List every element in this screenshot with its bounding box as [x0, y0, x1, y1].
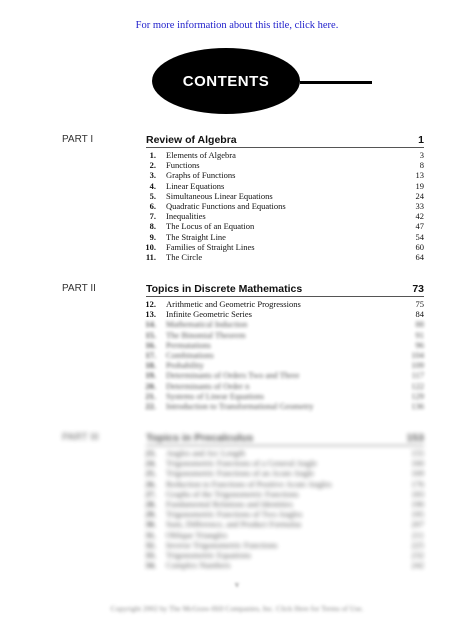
- part-rule: [146, 147, 424, 148]
- chapter-entry[interactable]: [0, 519, 474, 529]
- chapter-page: 136: [411, 400, 424, 411]
- chapter-title: Elements of Algebra: [166, 150, 236, 160]
- chapter-page: 3: [419, 150, 424, 160]
- part-rule: [146, 445, 424, 446]
- chapter-title: Sum, Difference, and Product Formulas: [166, 519, 302, 530]
- chapter-entry[interactable]: [0, 458, 474, 468]
- chapter-entry[interactable]: [0, 401, 474, 411]
- chapter-page: 122: [411, 380, 424, 391]
- chapter-number: 8.: [149, 221, 156, 232]
- chapter-number: 21.: [145, 390, 156, 401]
- chapter-entry[interactable]: [0, 221, 474, 231]
- chapter-entry[interactable]: [0, 330, 474, 340]
- chapter-title: The Binomial Theorem: [166, 329, 246, 340]
- chapter-list: [0, 448, 474, 570]
- chapter-page: 84: [415, 309, 424, 320]
- chapter-page: 232: [411, 549, 424, 560]
- chapter-page: 19: [415, 180, 424, 191]
- chapter-number: 17.: [145, 349, 156, 360]
- part-title[interactable]: Review of Algebra: [146, 134, 237, 146]
- chapter-entry[interactable]: [0, 448, 474, 458]
- chapter-title: Angles and Arc Length: [166, 448, 246, 458]
- chapter-number: 19.: [145, 370, 156, 381]
- chapter-number: 31.: [145, 529, 156, 540]
- chapter-number: 6.: [149, 200, 156, 211]
- chapter-number: 11.: [145, 251, 156, 262]
- chapter-entry[interactable]: [0, 468, 474, 478]
- chapter-page: 211: [411, 529, 424, 540]
- chapter-entry[interactable]: [0, 340, 474, 350]
- chapter-page: 64: [415, 251, 424, 262]
- chapter-page: 42: [415, 211, 424, 222]
- chapter-title: The Straight Line: [166, 231, 226, 242]
- chapter-title: Systems of Linear Equations: [166, 390, 264, 401]
- chapter-title: Graphs of Functions: [166, 170, 236, 181]
- chapter-number: 15.: [145, 329, 156, 340]
- chapter-entry[interactable]: [0, 211, 474, 221]
- chapter-number: 33.: [145, 549, 156, 560]
- chapter-page: 75: [415, 299, 424, 309]
- chapter-page: 155: [411, 448, 424, 458]
- chapter-page: 47: [415, 221, 424, 232]
- chapter-number: 26.: [145, 478, 156, 489]
- chapter-number: 1.: [149, 150, 156, 160]
- chapter-title: Trigonometric Functions of an Acute Angle: [166, 468, 315, 479]
- part-title[interactable]: Topics in Precalculus: [146, 432, 254, 444]
- chapter-entry[interactable]: [0, 360, 474, 370]
- chapter-number: 20.: [145, 380, 156, 391]
- chapter-title: Families of Straight Lines: [166, 241, 255, 252]
- chapter-number: 12.: [145, 299, 156, 309]
- chapter-page: 195: [411, 509, 424, 520]
- chapter-number: 10.: [145, 241, 156, 252]
- chapter-number: 4.: [149, 180, 156, 191]
- chapter-entry[interactable]: [0, 479, 474, 489]
- chapter-title: Probability: [166, 360, 204, 371]
- chapter-entry[interactable]: [0, 560, 474, 570]
- chapter-entry[interactable]: [0, 540, 474, 550]
- chapter-entry[interactable]: [0, 391, 474, 401]
- chapter-page: 88: [415, 319, 424, 330]
- chapter-number: 13.: [145, 309, 156, 320]
- chapter-title: Trigonometric Equations: [166, 549, 251, 560]
- chapter-entry[interactable]: [0, 252, 474, 262]
- chapter-entry[interactable]: [0, 150, 474, 160]
- chapter-page: 104: [411, 349, 424, 360]
- chapter-page: 207: [411, 519, 424, 530]
- chapter-title: Quadratic Functions and Equations: [166, 200, 286, 211]
- chapter-page: 33: [415, 200, 424, 211]
- chapter-list: [0, 299, 474, 411]
- chapter-title: Linear Equations: [166, 180, 225, 191]
- part-label: PART I: [62, 134, 94, 145]
- chapter-page: 91: [415, 329, 424, 340]
- contents-heading-oval: [152, 48, 300, 114]
- chapter-page: 54: [415, 231, 424, 242]
- chapter-title: Mathematical Induction: [166, 319, 248, 330]
- part-label: PART III: [62, 432, 99, 443]
- chapter-number: 24.: [145, 458, 156, 469]
- part-page: 153: [406, 432, 424, 444]
- copyright-footer[interactable]: Copyright 2002 by The McGraw-Hill Companies, Inc. Click Here for Terms of Use.: [110, 604, 364, 613]
- chapter-page: 24: [415, 190, 424, 201]
- chapter-title: Inequalities: [166, 211, 206, 222]
- part-page: 73: [412, 283, 424, 295]
- chapter-entry[interactable]: [0, 181, 474, 191]
- page-number: v: [235, 580, 239, 589]
- chapter-number: 23.: [145, 448, 156, 458]
- part-title[interactable]: Topics in Discrete Mathematics: [146, 283, 303, 295]
- chapter-title: Simultaneous Linear Equations: [166, 190, 273, 201]
- chapter-title: Reduction to Functions of Positive Acute Angles: [166, 478, 332, 489]
- chapter-number: 18.: [145, 360, 156, 371]
- chapter-page: 8: [419, 160, 424, 171]
- chapter-page: 190: [411, 498, 424, 509]
- chapter-title: Functions: [166, 160, 200, 171]
- contents-title: CONTENTS: [182, 72, 270, 90]
- chapter-title: Determinants of Orders Two and Three: [166, 370, 300, 381]
- more-info-link[interactable]: For more information about this title, click here.: [135, 20, 339, 31]
- chapter-title: Complex Numbers: [166, 560, 231, 571]
- chapter-entry[interactable]: [0, 509, 474, 519]
- chapter-page: 169: [411, 468, 424, 479]
- chapter-number: 9.: [149, 231, 156, 242]
- chapter-number: 22.: [145, 400, 156, 411]
- chapter-title: Fundamental Relations and Identities: [166, 498, 293, 509]
- chapter-page: 225: [411, 539, 424, 550]
- chapter-entry[interactable]: [0, 319, 474, 329]
- chapter-title: Permutations: [166, 339, 211, 350]
- chapter-number: 30.: [145, 519, 156, 530]
- chapter-entry[interactable]: [0, 370, 474, 380]
- contents-rule: [300, 81, 372, 84]
- chapter-number: 27.: [145, 488, 156, 499]
- chapter-entry[interactable]: [0, 550, 474, 560]
- chapter-title: Graphs of the Trigonometric Functions: [166, 488, 299, 499]
- chapter-entry[interactable]: [0, 499, 474, 509]
- chapter-number: 28.: [145, 498, 156, 509]
- part-label: PART II: [62, 283, 96, 294]
- chapter-title: Introduction to Transformational Geometry: [166, 400, 314, 411]
- chapter-number: 3.: [149, 170, 156, 181]
- chapter-entry[interactable]: [0, 160, 474, 170]
- chapter-entry[interactable]: [0, 242, 474, 252]
- chapter-title: Arithmetic and Geometric Progressions: [166, 299, 301, 309]
- chapter-title: The Locus of an Equation: [166, 221, 255, 232]
- chapter-page: 176: [411, 478, 424, 489]
- chapter-entry[interactable]: [0, 232, 474, 242]
- chapter-title: Combinations: [166, 349, 214, 360]
- chapter-page: 13: [415, 170, 424, 181]
- chapter-page: 160: [411, 458, 424, 469]
- chapter-page: 109: [411, 360, 424, 371]
- part-page: 1: [418, 134, 424, 146]
- chapter-number: 5.: [149, 190, 156, 201]
- chapter-number: 7.: [149, 211, 156, 222]
- chapter-title: The Circle: [166, 251, 203, 262]
- chapter-number: 16.: [145, 339, 156, 350]
- chapter-entry[interactable]: [0, 381, 474, 391]
- chapter-title: Inverse Trigonometric Functions: [166, 539, 278, 550]
- chapter-title: Determinants of Order n: [166, 380, 250, 391]
- chapter-title: Trigonometric Functions of a General Angle: [166, 458, 318, 469]
- chapter-page: 242: [411, 560, 424, 571]
- chapter-page: 129: [411, 390, 424, 401]
- chapter-number: 29.: [145, 509, 156, 520]
- chapter-entry[interactable]: [0, 170, 474, 180]
- chapter-page: 117: [411, 370, 424, 381]
- chapter-title: Oblique Triangles: [166, 529, 228, 540]
- chapter-page: 96: [415, 339, 424, 350]
- chapter-number: 2.: [149, 160, 156, 171]
- chapter-number: 34.: [145, 560, 156, 571]
- chapter-title: Trigonometric Functions of Two Angles: [166, 509, 303, 520]
- chapter-entry[interactable]: [0, 299, 474, 309]
- chapter-page: 183: [411, 488, 424, 499]
- chapter-entry[interactable]: [0, 201, 474, 211]
- chapter-page: 60: [415, 241, 424, 252]
- chapter-entry[interactable]: [0, 530, 474, 540]
- chapter-title: Infinite Geometric Series: [166, 309, 252, 320]
- chapter-number: 14.: [145, 319, 156, 330]
- chapter-entry[interactable]: [0, 191, 474, 201]
- chapter-list: [0, 150, 474, 262]
- chapter-entry[interactable]: [0, 350, 474, 360]
- chapter-entry[interactable]: [0, 309, 474, 319]
- chapter-number: 32.: [145, 539, 156, 550]
- part-rule: [146, 296, 424, 297]
- chapter-number: 25.: [145, 468, 156, 479]
- chapter-entry[interactable]: [0, 489, 474, 499]
